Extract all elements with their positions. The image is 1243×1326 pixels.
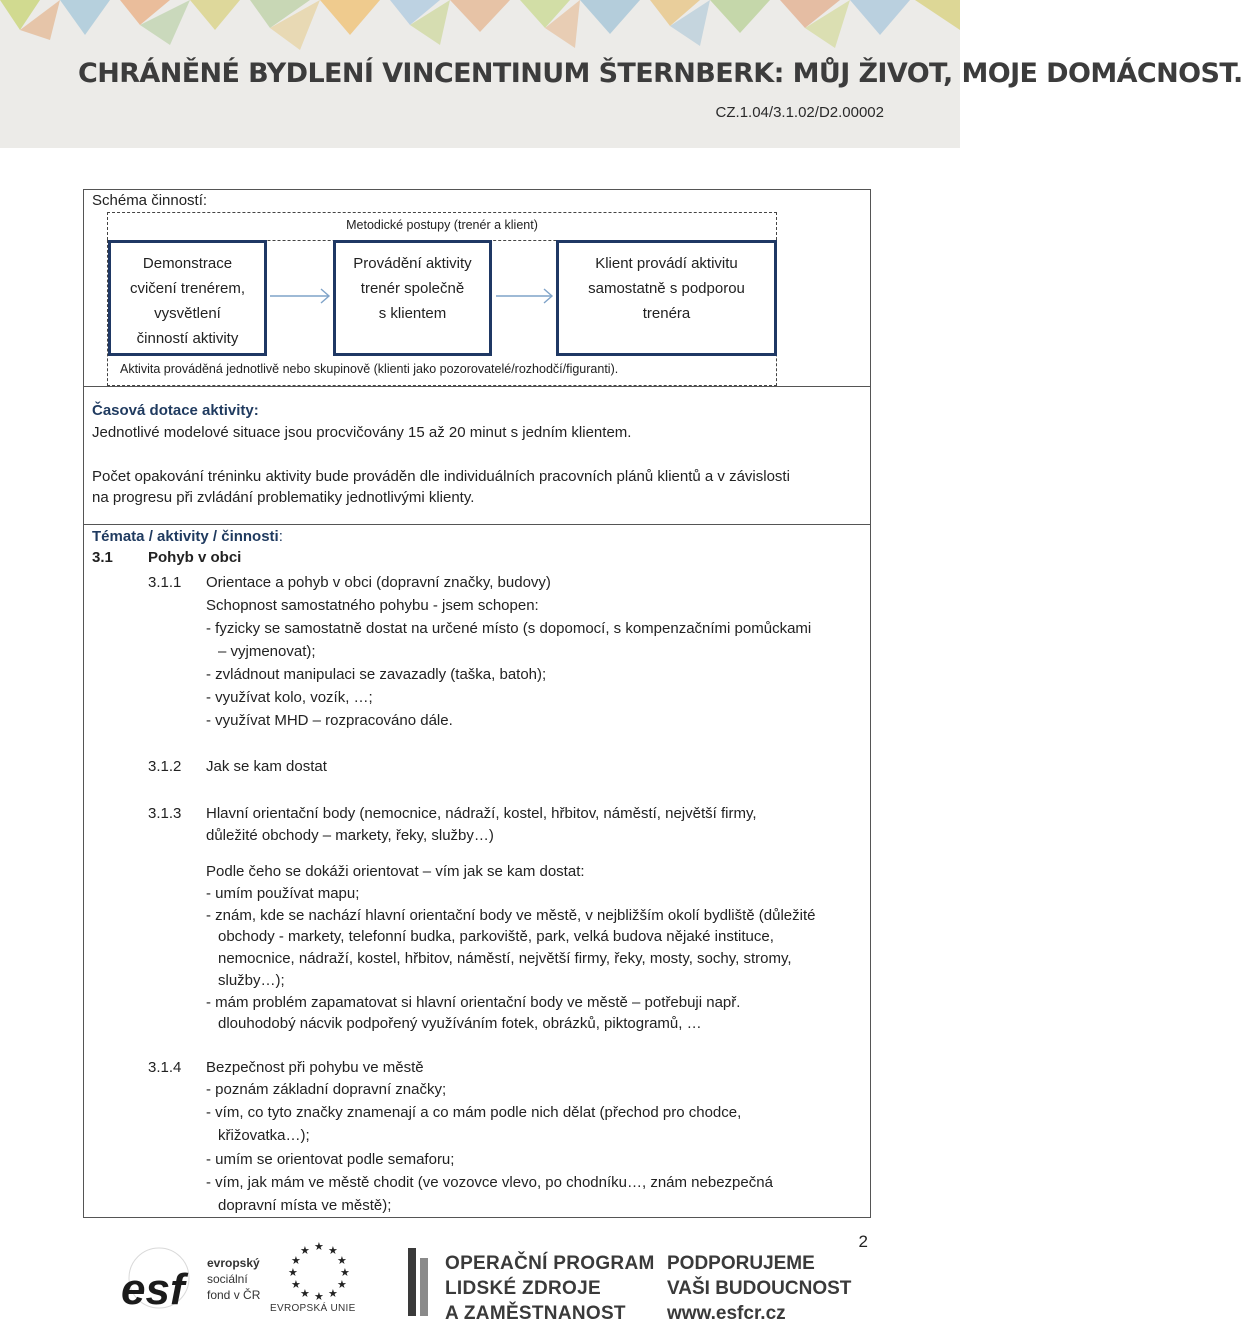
svg-text:★: ★ — [288, 1266, 298, 1279]
item-number: 3.1.3 — [148, 805, 182, 822]
op-text-line: A ZAMĚSTNANOST — [445, 1303, 626, 1324]
op-text-line: OPERAČNÍ PROGRAM — [445, 1253, 655, 1274]
item-line: - fyzicky se samostatně dostat na určené místo (s dopomocí, s kompenzačními pomůckami — [206, 620, 812, 637]
item-line: služby…); — [218, 972, 285, 989]
scheme-note: Aktivita prováděná jednotlivě nebo skupinově (klienti jako pozorovatelé/rozhodčí/figuranti). — [120, 362, 619, 376]
item-line: dlouhodobý nácvik podpořený využíváním fotek, obrázků, piktogramů, … — [218, 1015, 702, 1032]
scheme-box-joint-activity — [333, 240, 492, 356]
item-line: - využívat MHD – rozpracováno dále. — [206, 712, 453, 729]
esf-text-line: evropský — [207, 1256, 260, 1270]
methodology-label: Metodické postupy (trenér a klient) — [346, 218, 538, 232]
svg-text:★: ★ — [291, 1254, 301, 1267]
svg-text:★: ★ — [300, 1244, 310, 1257]
support-text-line: PODPORUJEME — [667, 1253, 815, 1274]
item-line: - znám, kde se nachází hlavní orientační body ve městě, v nejbližším okolí bydliště (důležité — [206, 907, 816, 924]
svg-text:★: ★ — [337, 1254, 347, 1267]
time-heading: Časová dotace aktivity: — [92, 402, 259, 419]
eu-logo — [270, 1240, 365, 1316]
item-line: křižovatka…); — [218, 1127, 310, 1144]
esf-text-line: fond v ČR — [207, 1288, 261, 1302]
divider-topics — [83, 524, 871, 525]
support-text-line: VAŠI BUDOUCNOST — [667, 1278, 852, 1299]
divider-scheme — [83, 386, 871, 387]
item-number: 3.1.1 — [148, 574, 182, 591]
item-line: dopravní místa ve městě); — [218, 1197, 392, 1214]
esf-logo-mark — [117, 1244, 202, 1312]
item-line: – vyjmenovat); — [218, 643, 316, 660]
scheme-box1-line: činností aktivity — [136, 330, 239, 347]
scheme-box-demonstration — [108, 240, 267, 356]
scheme-box2-line: Provádění aktivity — [353, 255, 472, 272]
item-line: Hlavní orientační body (nemocnice, nádraží, kostel, hřbitov, náměstí, největší firmy, — [206, 805, 757, 822]
topics-heading-text: Témata / aktivity / činnosti — [92, 528, 279, 545]
op-text-line: LIDSKÉ ZDROJE — [445, 1278, 601, 1299]
item-line: Schopnost samostatného pohybu - jsem schopen: — [206, 597, 539, 614]
section-number: 3.1 — [92, 549, 113, 566]
svg-text:★: ★ — [314, 1290, 324, 1303]
item-line: - mám problém zapamatovat si hlavní orientační body ve městě – potřebuji např. — [206, 994, 741, 1011]
section-title: Pohyb v obci — [148, 549, 242, 566]
scheme-box3-line: trenéra — [642, 305, 691, 322]
item-line: Podle čeho se dokáži orientovat – vím jak se kam dostat: — [206, 863, 585, 880]
esf-logo-text: esf — [121, 1265, 185, 1314]
eu-text: EVROPSKÁ UNIE — [270, 1303, 356, 1314]
project-code: CZ.1.04/3.1.02/D2.00002 — [715, 104, 884, 121]
svg-text:★: ★ — [328, 1244, 338, 1257]
item-line: obchody - markety, telefonní budka, parkoviště, park, velká budova nějaké instituce, — [218, 928, 774, 945]
scheme-box2-line: s klientem — [378, 305, 447, 322]
time-line: Jednotlivé modelové situace jsou procvičovány 15 až 20 minut s jedním klientem. — [92, 424, 632, 441]
support-text — [667, 1251, 851, 1326]
op-logo-mark — [408, 1248, 430, 1316]
item-line: - umím se orientovat podle semaforu; — [206, 1151, 455, 1168]
page-number: 2 — [858, 1232, 868, 1251]
scheme-heading: Schéma činností: — [92, 192, 208, 209]
scheme-box-independent — [556, 240, 777, 356]
esf-text-line: sociální — [207, 1272, 248, 1286]
eu-stars-icon — [270, 1240, 365, 1303]
svg-text:★: ★ — [337, 1278, 347, 1291]
esf-logo — [117, 1244, 267, 1314]
banner-title: CHRÁNĚNÉ BYDLENÍ VINCENTINUM ŠTERNBERK: MŮJ ŽIVOT, MOJE DOMÁCNOST. — [78, 58, 1243, 89]
item-line: Jak se kam dostat — [206, 758, 327, 775]
topics-heading-colon: : — [278, 528, 283, 545]
item-line: Orientace a pohyb v obci (dopravní značky, budovy) — [206, 574, 551, 591]
item-line: - zvládnout manipulaci se zavazadly (taška, batoh); — [206, 666, 547, 683]
scheme-box1-line: cvičení trenérem, — [129, 280, 246, 297]
item-number: 3.1.4 — [148, 1059, 182, 1076]
item-line: - poznám základní dopravní značky; — [206, 1081, 447, 1098]
item-line: Bezpečnost při pohybu ve městě — [206, 1059, 424, 1076]
repetition-paragraph-line: na progresu při zvládání problematiky jednotlivými klienty. — [92, 489, 475, 506]
scheme-box1-line: Demonstrace — [142, 255, 233, 272]
scheme-box2-line: trenér společně — [360, 280, 465, 297]
svg-text:★: ★ — [314, 1240, 324, 1253]
support-url[interactable]: www.esfcr.cz — [667, 1303, 786, 1324]
item-number: 3.1.2 — [148, 758, 182, 775]
scheme-box3-line: samostatně s podporou — [588, 280, 745, 297]
item-line: nemocnice, nádraží, kostel, hřbitov, náměstí, největší firmy, řeky, mosty, sochy, stromy, — [218, 950, 792, 967]
svg-text:★: ★ — [328, 1287, 338, 1300]
repetition-paragraph-line: Počet opakování tréninku aktivity bude prováděn dle individuálních pracovních plánů klientů a v závislosti — [92, 468, 790, 485]
item-line: - vím, co tyto značky znamenají a co mám podle nich dělat (přechod pro chodce, — [206, 1104, 742, 1121]
topics-heading — [92, 528, 283, 545]
item-line: důležité obchody – markety, řeky, služby…) — [206, 827, 494, 844]
item-line: - umím používat mapu; — [206, 885, 360, 902]
svg-text:★: ★ — [300, 1287, 310, 1300]
scheme-box3-line: Klient provádí aktivitu — [595, 255, 738, 272]
scheme-box1-line: vysvětlení — [154, 305, 221, 322]
op-text — [445, 1251, 655, 1326]
svg-text:★: ★ — [291, 1278, 301, 1291]
svg-text:★: ★ — [340, 1266, 350, 1279]
item-line: - využívat kolo, vozík, …; — [206, 689, 373, 706]
header-banner — [0, 0, 1243, 148]
item-line: - vím, jak mám ve městě chodit (ve vozovce vlevo, po chodníku…, znám nebezpečná — [206, 1174, 773, 1191]
